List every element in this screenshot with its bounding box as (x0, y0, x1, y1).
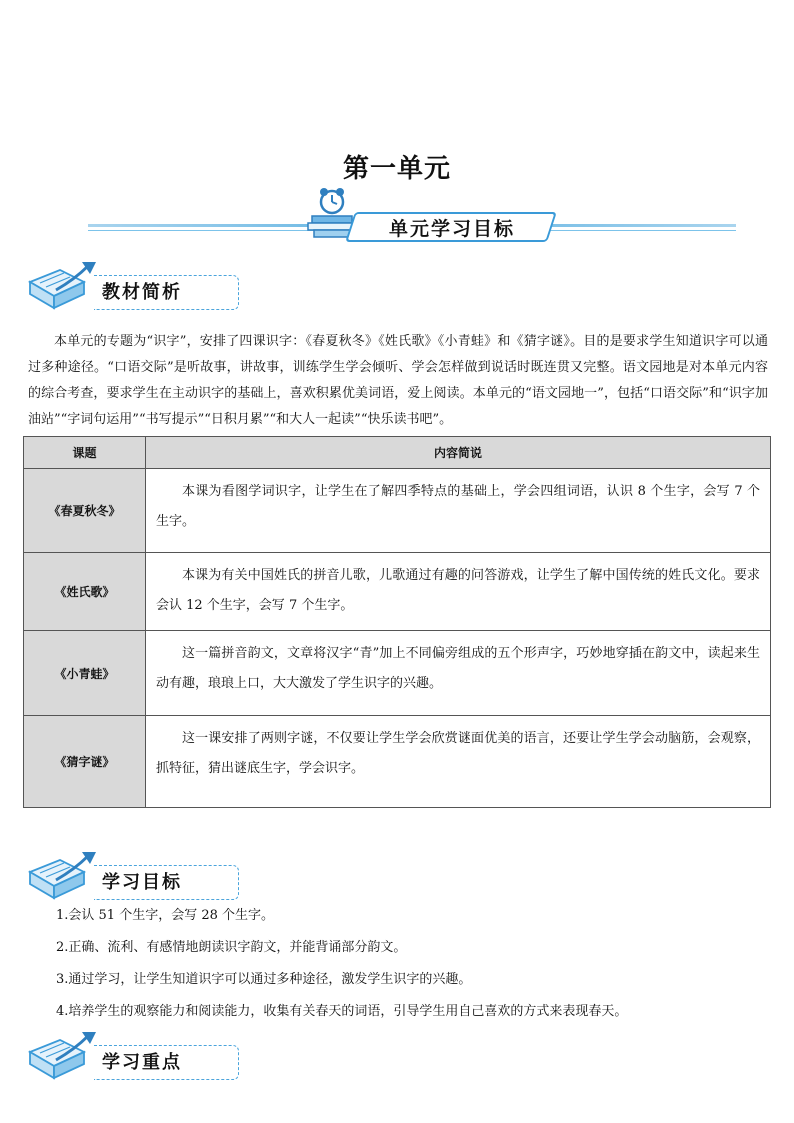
lesson-cell: 《春夏秋冬》 (24, 469, 146, 553)
summary-cell: 本课为看图学词识字，让学生在了解四季特点的基础上，学会四组词语，认识 8 个生字，会写 7 个生字。 (146, 469, 771, 553)
section-heading-goals (26, 850, 226, 902)
unit-goals-banner (88, 186, 736, 244)
table-row (24, 631, 771, 716)
lesson-table (23, 436, 771, 808)
lesson-cell: 《姓氏歌》 (24, 553, 146, 631)
summary-cell: 这一课安排了两则字谜，不仅要让学生学会欣赏谜面优美的语言，还要让学生学会动脑筋，会观察，抓特征，猜出谜底生字，学会识字。 (146, 716, 771, 808)
summary-cell: 本课为有关中国姓氏的拼音儿歌，儿歌通过有趣的问答游戏，让学生了解中国传统的姓氏文化。要求会认 12 个生字，会写 7 个生字。 (146, 553, 771, 631)
table-row (24, 553, 771, 631)
section-title: 教材简析 (102, 282, 182, 303)
lesson-cell: 《猜字谜》 (24, 716, 146, 808)
section-title: 学习重点 (102, 1052, 182, 1073)
list-item: 3.通过学习，让学生知道识字可以通过多种途径，激发学生识字的兴趣。 (56, 972, 472, 987)
section-title: 学习目标 (102, 872, 182, 893)
list-item: 1.会认 51 个生字，会写 28 个生字。 (56, 908, 275, 923)
summary-cell: 这一篇拼音韵文，文章将汉字“青”加上不同偏旁组成的五个形声字，巧妙地穿插在韵文中，读起来生动有趣，琅琅上口，大大激发了学生识字的兴趣。 (146, 631, 771, 716)
lesson-cell: 《小青蛙》 (24, 631, 146, 716)
list-item: 4.培养学生的观察能力和阅读能力，收集有关春天的词语，引导学生用自己喜欢的方式来表现春天。 (56, 1004, 628, 1019)
section-heading-textbook (26, 260, 226, 312)
table-row (24, 716, 771, 808)
column-header-summary: 内容简说 (146, 437, 771, 469)
list-item: 2.正确、流利、有感情地朗读识字韵文，并能背诵部分韵文。 (56, 940, 407, 955)
section-heading-focus (26, 1030, 226, 1082)
table-header-row (24, 437, 771, 469)
intro-paragraph: 本单元的专题为“识字”，安排了四课识字：《春夏秋冬》《姓氏歌》《小青蛙》和《猜字谜》。目的是要求学生知道识字可以通过多种途径。“口语交际”是听故事，讲故事，训练学生学会倾听、学会怎样做到说话时既连贯又完整。语文园地是对本单元内容的综合考查，要求学生在主动识字的基础上，喜欢积累优美词语，爱上阅读。本单元的“语文园地一”，包括“口语交际”和“识字加油站”“字词句运用”“书写提示”“日积月累”“和大人一起读”“快乐读书吧”。 (28, 334, 768, 427)
column-header-lesson: 课题 (24, 437, 146, 469)
goals-list (56, 903, 756, 1031)
banner-label: 单元学习目标 (388, 218, 515, 240)
table-row (24, 469, 771, 553)
page-title: 第一单元 (342, 154, 451, 184)
